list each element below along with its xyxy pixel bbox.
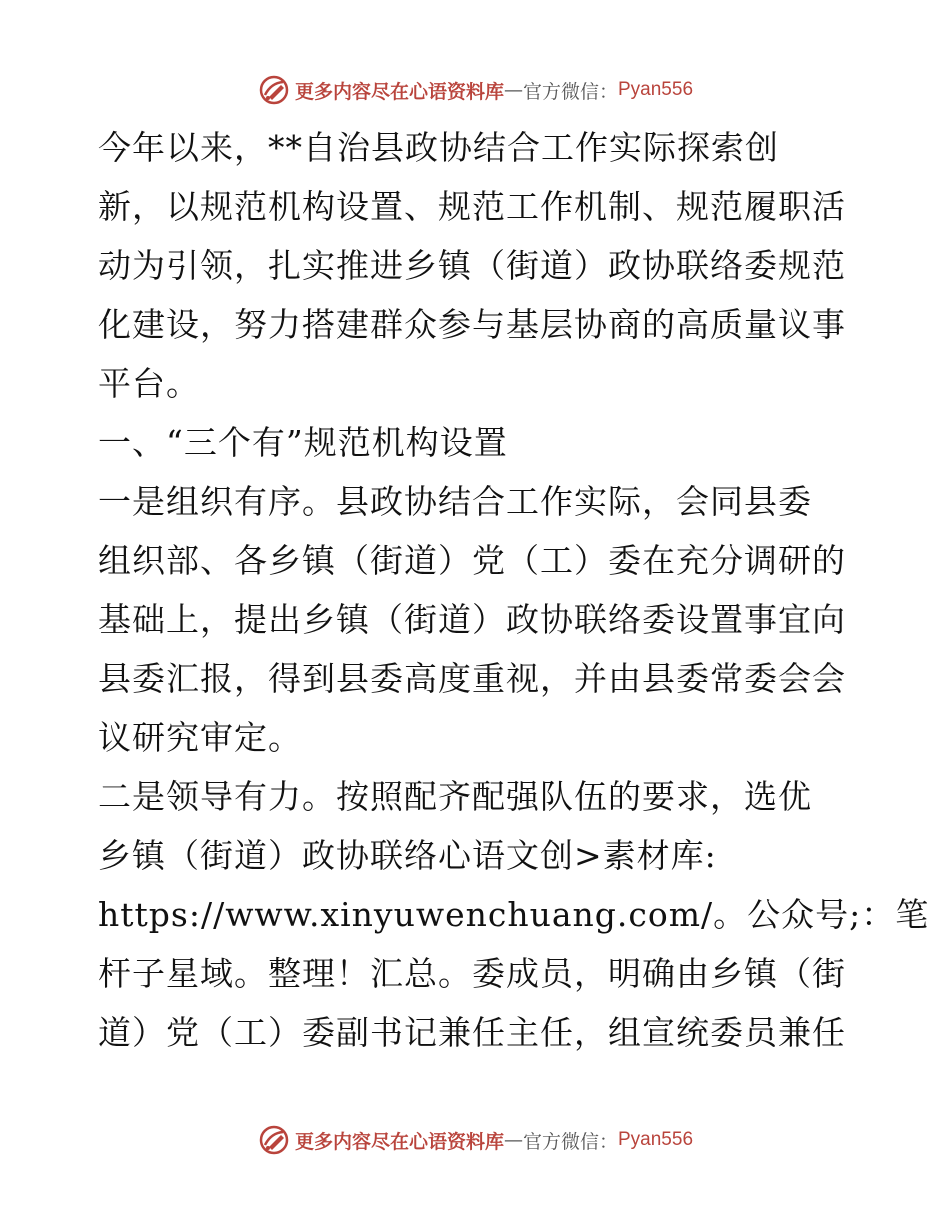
banner-wechat-label: 官方微信：	[522, 80, 618, 103]
text-line: 道）党（工）委副书记兼任主任，组宣统委员兼任	[98, 1013, 846, 1052]
brand-logo-icon	[257, 73, 291, 107]
banner-wechat-id: Pyan556	[618, 79, 694, 100]
banner-title: 更多内容尽在心语资料库	[294, 1130, 504, 1153]
banner-title: 更多内容尽在心语资料库	[294, 80, 504, 103]
text-line: 一是组织有序。县政协结合工作实际，会同县委	[98, 482, 812, 521]
document-body	[98, 118, 930, 1062]
paragraph-organization	[98, 472, 850, 767]
text-line: 杆子星域。整理！汇总。委成员，明确由乡镇（街	[98, 954, 846, 993]
text-line: 化建设，努力搭建群众参与基层协商的高质量议事	[98, 305, 846, 344]
banner-dash: —	[503, 79, 523, 101]
banner-dash: —	[503, 1129, 523, 1151]
banner-wechat-id: Pyan556	[618, 1129, 694, 1150]
text-line: 乡镇（街道）政协联络心语文创>素材库:	[98, 836, 717, 875]
text-line: 基础上，提出乡镇（街道）政协联络委设置事宜向	[98, 600, 846, 639]
paragraph-intro	[98, 118, 850, 413]
text-line: 二是领导有力。按照配齐配强队伍的要求，选优	[98, 777, 812, 816]
text-line: 平台。	[98, 364, 200, 403]
text-line: https://www.xinyuwenchuang.com/。公众号;：笔	[98, 895, 930, 934]
text-line: 新，以规范机构设置、规范工作机制、规范履职活	[98, 187, 846, 226]
section-heading	[98, 413, 850, 472]
text-line: 今年以来，**自治县政协结合工作实际探索创	[98, 128, 779, 167]
text-line: 动为引领，扎实推进乡镇（街道）政协联络委规范	[98, 246, 846, 285]
footer-banner	[0, 1120, 950, 1160]
text-line: 议研究审定。	[98, 718, 302, 757]
banner-wechat-label: 官方微信：	[522, 1130, 618, 1153]
text-line: 县委汇报，得到县委高度重视，并由县委常委会会	[98, 659, 846, 698]
brand-logo-icon	[257, 1123, 291, 1157]
text-line: 组织部、各乡镇（街道）党（工）委在充分调研的	[98, 541, 846, 580]
header-banner	[0, 70, 950, 110]
heading-text: 一、“三个有”规范机构设置	[98, 423, 508, 462]
paragraph-leadership	[98, 767, 930, 1062]
